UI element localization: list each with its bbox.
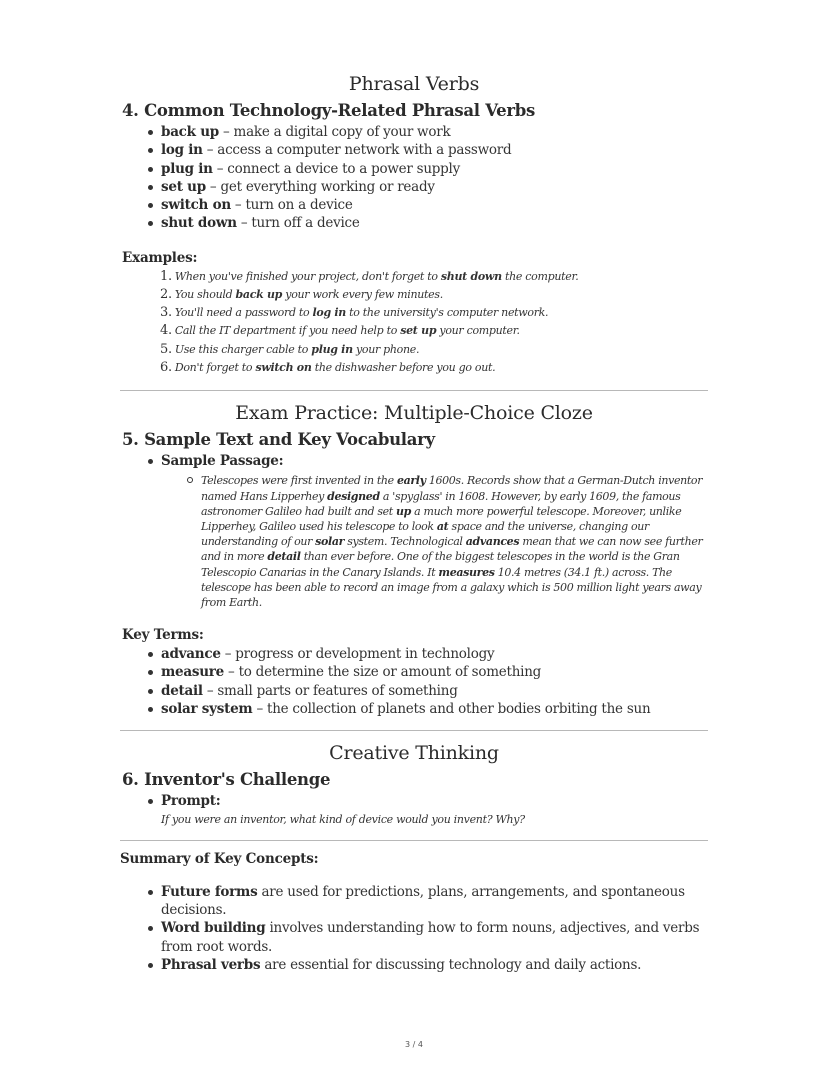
definition: – get everything working or ready [205, 178, 435, 195]
definition: – make a digital copy of your work [218, 124, 451, 140]
term: shut down [161, 215, 237, 232]
subsection-heading-inventors-challenge: 6. Inventor's Challenge [122, 770, 331, 790]
list-item [160, 286, 708, 304]
list-item [161, 919, 708, 956]
term: back up [161, 124, 219, 140]
item-number: 6. [160, 359, 172, 375]
example-text: When you've finished your project, don't forget to [174, 269, 441, 283]
example-text: You'll need a password to [174, 306, 313, 320]
item-number: 4. [160, 323, 172, 339]
example-text: your phone. [352, 342, 420, 356]
list-item [161, 214, 708, 232]
definition: – access a computer network with a password [202, 142, 512, 159]
section-divider [120, 390, 708, 391]
section-title-creative-thinking: Creative Thinking [329, 742, 499, 765]
cloze-word: up [396, 504, 411, 518]
list-item [161, 956, 708, 974]
item-number: 5. [160, 341, 172, 357]
cloze-word: at [436, 519, 449, 533]
section-divider [120, 840, 708, 841]
cloze-word: solar [315, 535, 345, 549]
term: Future forms [161, 883, 258, 900]
example-text: your computer. [436, 324, 520, 338]
definition: – turn off a device [236, 215, 360, 232]
list-item [161, 883, 708, 920]
definition: – connect a device to a power supply [212, 160, 460, 177]
term: Phrasal verbs [161, 956, 261, 973]
passage-text: Telescopes were first invented in the [201, 474, 397, 488]
passage-text: a 'spyglass' in 1608. However, by early 1609, the famous astronomer Galileo had built and set [201, 489, 681, 518]
list-item [160, 304, 708, 322]
term: Word building [161, 920, 266, 937]
cloze-word: detail [267, 550, 301, 564]
cloze-word: advances [465, 535, 520, 549]
list-item [161, 663, 708, 681]
passage-text: space and the universe, changing our understanding of our [201, 519, 649, 549]
key-terms-heading: Key Terms: [122, 627, 204, 644]
item-number: 2. [160, 286, 172, 302]
example-phrasal-verb: log in [312, 306, 346, 320]
sample-passage-list [120, 452, 708, 610]
passage-text: 1600s. Records show that a German-Dutch inventor named Hans Lipperhey [201, 474, 703, 503]
example-text: the computer. [501, 269, 579, 283]
term: set up [161, 178, 206, 195]
term: solar system [161, 701, 253, 718]
passage-text: mean that we can now see further and in more [201, 535, 703, 564]
term: plug in [161, 160, 213, 177]
list-item [161, 178, 708, 196]
passage-text: system. Technological [344, 535, 466, 549]
cloze-word: early [396, 474, 426, 488]
sample-passage-label: Sample Passage: [161, 453, 284, 469]
passage-sublist [161, 473, 708, 610]
section-divider [120, 730, 708, 731]
subsection-heading-technology-phrasal-verbs: 4. Common Technology-Related Phrasal Verbs [122, 101, 536, 120]
subsection-heading-sample-text: 5. Sample Text and Key Vocabulary [122, 430, 435, 449]
example-phrasal-verb: set up [400, 324, 437, 338]
summary-text: are essential for discussing technology and daily actions. [260, 956, 642, 973]
example-text: the dishwasher before you go out. [311, 360, 496, 374]
term: advance [161, 646, 221, 663]
list-item [161, 160, 708, 178]
list-item [161, 682, 708, 700]
definition: – small parts or features of something [202, 682, 458, 699]
list-item [160, 268, 708, 286]
example-text: to the university's computer network. [345, 306, 549, 320]
summary-text: are used for predictions, plans, arrangements, and spontaneous decisions. [161, 883, 685, 918]
key-terms-list [120, 645, 708, 718]
passage-text: 10.4 metres (34.1 ft.) across. The telescope has been able to record an image from a galaxy which is 500 million light years away from Earth. [201, 565, 702, 609]
passage-text: a much more powerful telescope. Moreover, unlike Lipperhey, Galileo used his telescope to look [201, 504, 682, 533]
summary-text: involves understanding how to form nouns, adjectives, and verbs from root words. [161, 920, 700, 955]
term: log in [161, 142, 203, 159]
section-title-exam-practice: Exam Practice: Multiple-Choice Cloze [235, 402, 593, 424]
phrasal-verb-list [120, 123, 708, 233]
prompt-text: If you were an inventor, what kind of device would you invent? Why? [161, 812, 525, 826]
prompt-label: Prompt: [161, 793, 221, 810]
list-item [160, 341, 708, 359]
example-phrasal-verb: shut down [440, 269, 502, 283]
summary-heading: Summary of Key Concepts: [120, 850, 319, 867]
list-item [161, 196, 708, 214]
list-item [160, 359, 708, 377]
example-text: Don't forget to [174, 360, 256, 374]
summary-list [120, 883, 708, 974]
example-phrasal-verb: plug in [311, 342, 353, 356]
examples-heading: Examples: [122, 249, 198, 266]
example-text: your work every few minutes. [282, 287, 443, 301]
term: measure [161, 664, 224, 681]
item-number: 1. [160, 268, 172, 284]
definition: – turn on a device [230, 197, 353, 214]
definition: – the collection of planets and other bodies orbiting the sun [252, 701, 651, 718]
passage-text: than ever before. One of the biggest telescopes in the world is the Gran Telescopio Canarias in the Canary Islands. It [201, 550, 680, 579]
example-text: Use this charger cable to [174, 342, 312, 356]
cloze-word: designed [327, 489, 380, 503]
example-text: You should [174, 287, 236, 301]
example-phrasal-verb: switch on [255, 360, 312, 374]
list-item [160, 322, 708, 340]
cloze-word: measures [438, 565, 495, 579]
item-number: 3. [160, 305, 172, 321]
term: switch on [161, 197, 231, 214]
list-item [161, 700, 708, 718]
list-item [161, 452, 708, 610]
example-text: Call the IT department if you need help to [174, 324, 401, 338]
sample-passage-text [201, 473, 709, 610]
section-title-phrasal-verbs: Phrasal Verbs [348, 73, 480, 95]
list-item [161, 645, 708, 663]
list-item [161, 141, 708, 159]
example-phrasal-verb: back up [235, 287, 283, 301]
page-indicator: 3 / 4 [405, 1040, 423, 1049]
term: detail [161, 682, 203, 699]
definition: – to determine the size or amount of something [224, 664, 542, 681]
document-page [120, 72, 708, 974]
list-item [161, 123, 708, 141]
definition: – progress or development in technology [220, 646, 495, 663]
examples-list [120, 268, 708, 377]
prompt-list [120, 792, 708, 827]
list-item [161, 792, 708, 827]
